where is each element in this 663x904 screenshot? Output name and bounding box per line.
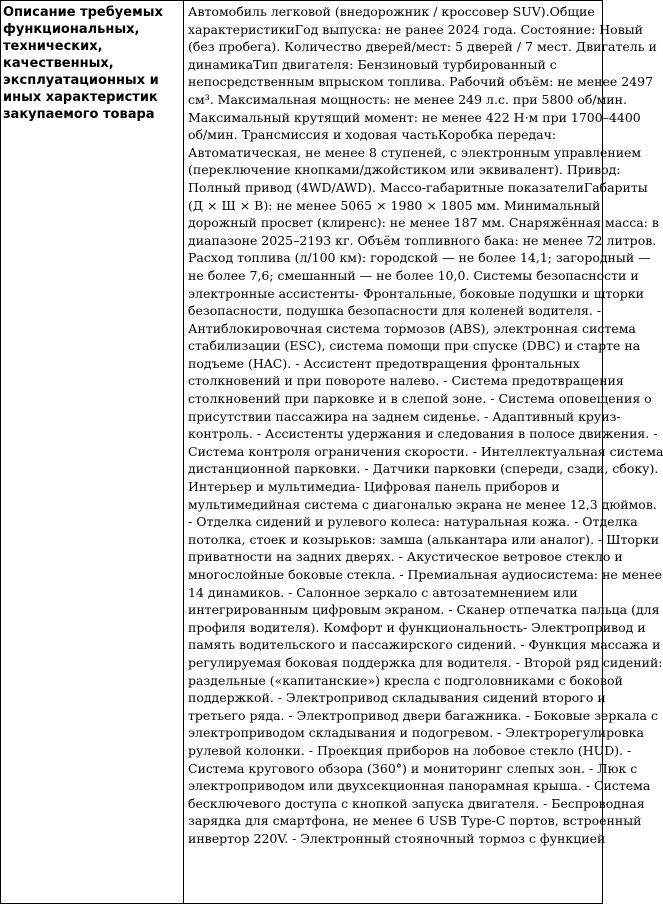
description-line: присутствии пассажира на заднем сиденье. - Адаптивный круиз- — [188, 408, 621, 424]
description-line: дорожный просвет (клиренс): не менее 187 мм. Снаряжённая масса: в — [188, 215, 659, 231]
description-line: диапазоне 2025–2193 кг. Объём топливного бака: не менее 72 литров. — [188, 232, 657, 248]
description-line: Максимальный крутящий момент: не менее 422 Н·м при 1700–4400 — [188, 109, 641, 125]
description-line: подъеме (HAC). - Ассистент предотвращения фронтальных — [188, 355, 580, 371]
description-line: Расход топлива (л/100 км): городской — не более 14,1; загородный — — [188, 250, 651, 266]
description-line: инвертор 220V. - Электронный стояночный тормоз с функцией — [188, 830, 606, 846]
description-line: (Д × Ш × В): не менее 5065 × 1980 × 1805 мм. Минимальный — [188, 197, 601, 213]
description-line: безопасности, подушка безопасности для коленей водителя. - — [188, 303, 602, 319]
description-line: многослойные боковые стекла. - Премиальная аудиосистема: не менее — [188, 567, 663, 582]
description-line: Антиблокировочная система тормозов (ABS), электронная система — [188, 320, 636, 336]
description-line: профиля водителя). Комфорт и функциональность- Электропривод и — [188, 619, 646, 635]
description-line: дистанционной парковки. - Датчики парковки (спереди, сзади, сбоку). — [188, 461, 659, 477]
description-line: третьего ряда. - Электропривод двери багажника. - Боковые зеркала с — [188, 707, 658, 723]
description-line: об/мин. Трансмиссия и ходовая частьКоробка передач: — [188, 127, 557, 143]
description-line: зарядка для смартфона, не менее 6 USB Type-C портов, встроенный — [188, 813, 642, 829]
description-line: 14 динамиков. - Салонное зеркало с автозатемнением или — [188, 584, 578, 600]
description-line: не более 7,6; смешанный — не более 10,0. Системы безопасности и — [188, 267, 639, 283]
description-line: приватности на задних дверях. - Акустическое ветровое стекло и — [188, 549, 623, 565]
description-line: рулевой колонки. - Проекция приборов на лобовое стекло (HUD). - — [188, 742, 632, 758]
characteristics-label: Описание требуемых функциональных, технических, качественных, эксплуатационных и иных характеристик закупаемого товара — [1, 1, 184, 904]
description-line: Система контроля ограничения скорости. - Интеллектуальная система — [188, 443, 663, 459]
description-line: Полный привод (4WD/AWD). Массо-габаритные показателиГабариты — [188, 179, 648, 195]
description-line: Интерьер и мультимедиа- Цифровая панель приборов и — [188, 479, 560, 495]
description-line: см³. Максимальная мощность: не менее 249 л.с. при 5800 об/мин. — [188, 91, 627, 107]
description-line: регулируемая боковая поддержка для водителя. - Второй ряд сидений: — [188, 654, 663, 670]
description-line: столкновений при парковке и в слепой зоне. - Система оповещения о — [188, 391, 652, 407]
description-line: контроль. - Ассистенты удержания и следования в полосе движения. - — [188, 426, 658, 442]
description-line: электроприводом или двухсекционная панорамная крыша. - Система — [188, 778, 651, 794]
description-line: электронные ассистенты- Фронтальные, боковые подушки и шторки — [188, 285, 644, 301]
description-line: характеристикиГод выпуска: не ранее 2024 года. Состояние: Новый — [188, 21, 644, 37]
description-line: (переключение кнопками/джойстиком или эквивалент). Привод: — [188, 162, 621, 178]
description-line: столкновений и при повороте налево. - Система предотвращения — [188, 373, 624, 389]
description-text — [188, 3, 663, 848]
description-line: бесключевого доступа с кнопкой запуска двигателя. - Беспроводная — [188, 795, 645, 811]
description-line: мультимедийная система с диагональю экрана не менее 12,3 дюймов. — [188, 496, 657, 512]
description-line: Автомобиль легковой (внедорожник / кроссовер SUV).Общие — [188, 4, 595, 19]
description-line: раздельные («капитанские») кресла с подголовниками с боковой — [188, 672, 623, 688]
description-line: интегрированным цифровым экраном. - Сканер отпечатка пальца (для — [188, 602, 660, 618]
description-line: поддержкой. - Электропривод складывания сидений второго и — [188, 690, 606, 706]
description-line: память водительского и пассажирского сидений. - Функция массажа и — [188, 637, 661, 653]
description-line: потолка, стоек и козырьков: замша (алькантара или аналог). - Шторки — [188, 531, 660, 547]
characteristics-description — [184, 1, 663, 904]
description-line: электроприводом складывания и подогревом. - Электрорегулировка — [188, 725, 644, 741]
description-line: - Отделка сидений и рулевого колеса: натуральная кожа. - Отделка — [188, 514, 638, 530]
description-line: Система кругового обзора (360°) и мониторинг слепых зон. - Люк с — [188, 760, 638, 776]
description-line: непосредственным впрыском топлива. Рабочий объём: не менее 2497 — [188, 74, 654, 90]
description-line: стабилизации (ESC), система помощи при спуске (DBC) и старте на — [188, 338, 641, 354]
description-line: динамикаТип двигателя: Бензиновый турбированный с — [188, 56, 557, 72]
table-row — [1, 1, 603, 904]
description-line: Автоматическая, не менее 8 ступеней, с электронным управлением — [188, 144, 642, 160]
description-line: (без пробега). Количество дверей/мест: 5 дверей / 7 мест. Двигатель и — [188, 39, 657, 55]
